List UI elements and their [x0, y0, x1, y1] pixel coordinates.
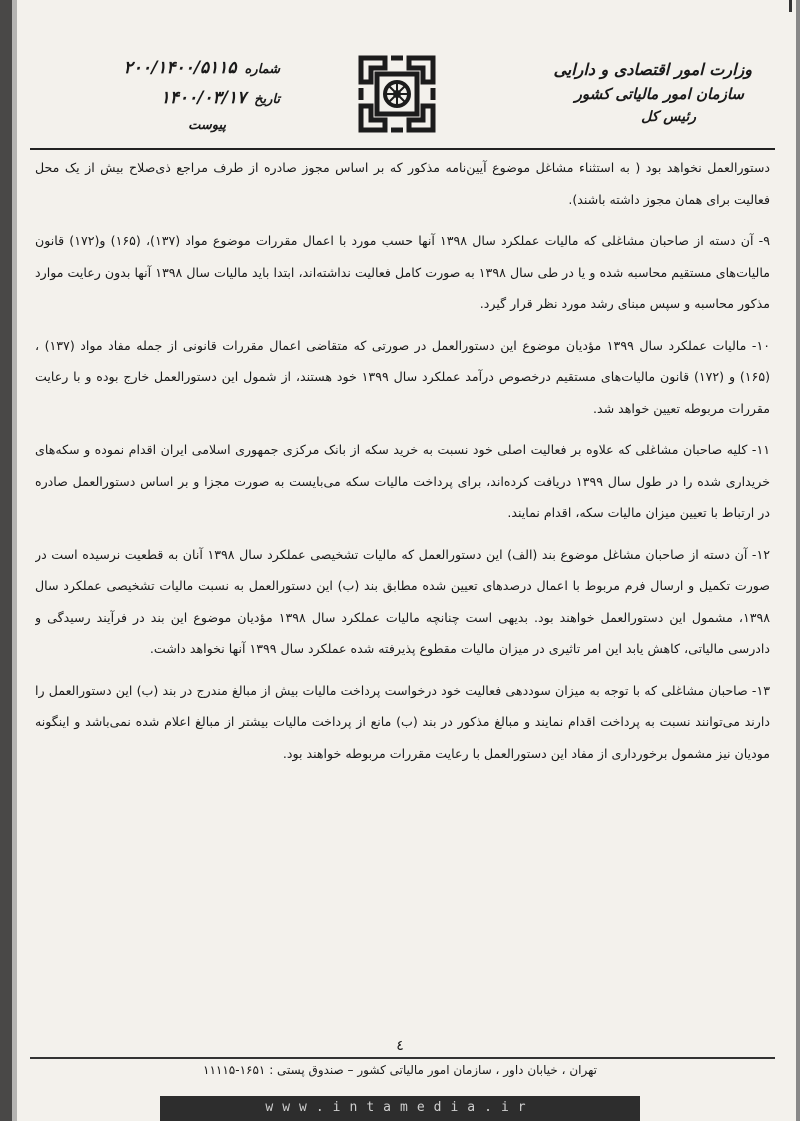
letter-date: ۱۴۰۰/۰۳/۱۷: [160, 88, 247, 108]
organization-name: سازمان امور مالیاتی کشور: [574, 85, 744, 103]
page-number: ٤: [396, 1038, 404, 1054]
paragraph-continuation: دستورالعمل نخواهد بود ( به استثناء مشاغل موضوع آیین‌نامه مذکور که بر اساس مجوز صادره از طرف مراجع ذی‌صلاح بیش از یک محل فعالیت برای همان مجوز داشته باشند).: [35, 160, 770, 207]
scan-edge-shadow: [0, 0, 12, 1121]
header-divider: [30, 148, 775, 150]
attachment-row: [60, 118, 280, 148]
number-label: شماره: [244, 62, 280, 77]
paragraph-12: ۱۲- آن دسته از صاحبان مشاغل موضوع بند (الف) این دستورالعمل که مالیات تشخیصی عملکرد سال ۱۳۹۸ آنان به قطعیت نرسیده است در صورت تکمیل و ارسال فرم مربوط با اعمال درصدهای تعیین شده مطابق بند (ب) این دستورالعمل به نسبت مالیات تشخیصی عملکرد سال ۱۳۹۸، مشمول این دستورالعمل خواهند بود. بدیهی است چنانچه مالیات عملکرد سال ۱۳۹۸ مؤدیان موضوع این بند در فرآیند رسیدگی و دادرسی مالیاتی، کاهش یابد این امر تاثیری در میزان مالیات مقطوع پذیرفته شده عملکرد سال ۱۳۹۹ آنها نخواهد داشت.: [35, 546, 770, 656]
tax-organization-emblem: [355, 52, 439, 136]
scan-edge-shadow-inner: [12, 0, 17, 1121]
footer-address: تهران ، خیابان داور ، سازمان امور مالیاتی کشور – صندوق پستی : ۱۶۵۱-۱۱۱۱۵: [203, 1063, 597, 1077]
letter-body: [35, 152, 770, 1012]
paragraph-9: ۹- آن دسته از صاحبان مشاغلی که مالیات عملکرد سال ۱۳۹۸ آنها حسب مورد با اعمال مقررات موضوع مواد (۱۳۷)، (۱۶۵) و(۱۷۲) قانون مالیات‌های مستقیم محاسبه شده و یا در طی سال ۱۳۹۸ به صورت کامل فعالیت نداشته‌اند، ابتدا باید مالیات سال ۱۳۹۸ آنها بدون رعایت موارد مذکور محاسبه و سپس مبنای رشد مورد نظر قرار گیرد.: [35, 233, 770, 311]
letter-number-row: [60, 58, 280, 88]
ministry-block: [522, 60, 752, 125]
paragraph-11: ۱۱- کلیه صاحبان مشاغلی که علاوه بر فعالیت اصلی خود نسبت به خرید سکه از بانک مرکزی جمهوری اسلامی ایران اقدام نموده و سکه‌های خریداری شده را در طول سال ۱۳۹۹ دریافت کرده‌اند، برای پرداخت مالیات سکه می‌بایست به صورت مجزا و بر اساس دستورالعمل صادره در ارتباط با تعیین میزان مالیات سکه، اقدام نمایند.: [35, 442, 770, 520]
scan-edge-right: [796, 0, 800, 1121]
website-strip: [160, 1096, 640, 1121]
letter-date-row: [60, 88, 280, 118]
letter-meta: [60, 58, 280, 148]
footer-divider: [30, 1057, 775, 1059]
paragraph-13: ۱۳- صاحبان مشاغلی که با توجه به میزان سوددهی فعالیت خود درخواست پرداخت مالیات بیش از مبالغ مندرج در بند (ب) این دستورالعمل را دارند می‌توانند نسبت به پرداخت اقدام نمایند و مبالغ مذکور در بند (ب) مانع از پرداخت مالیات بیشتر از مبالغ اعلام شده نمی‌باشد و اینگونه مودیان نیز مشمول برخورداری از مفاد این دستورالعمل با رعایت مقررات مربوطه خواهند بود.: [35, 682, 770, 761]
website-address: www.intamedia.ir: [265, 1100, 535, 1115]
letterhead: [0, 0, 800, 150]
date-label: تاریخ: [254, 92, 280, 107]
letter-number: ۲۰۰/۱۴۰۰/۵۱۱۵: [123, 58, 237, 78]
ministry-name: وزارت امور اقتصادی و دارایی: [553, 60, 752, 79]
attachment-label: پیوست: [188, 118, 226, 133]
signatory-title: رئیس کل: [641, 109, 696, 125]
paragraph-10: ۱۰- مالیات عملکرد سال ۱۳۹۹ مؤدیان موضوع این دستورالعمل در صورتی که متقاضی اعمال مقررات قانونی از جمله مفاد مواد (۱۳۷) ، (۱۶۵) و (۱۷۲) قانون مالیات‌های مستقیم درخصوص درآمد عملکرد سال ۱۳۹۹ خود هستند، از شمول این دستورالعمل خارج بوده و با رعایت مقررات مربوطه تعیین خواهد شد.: [35, 337, 770, 416]
